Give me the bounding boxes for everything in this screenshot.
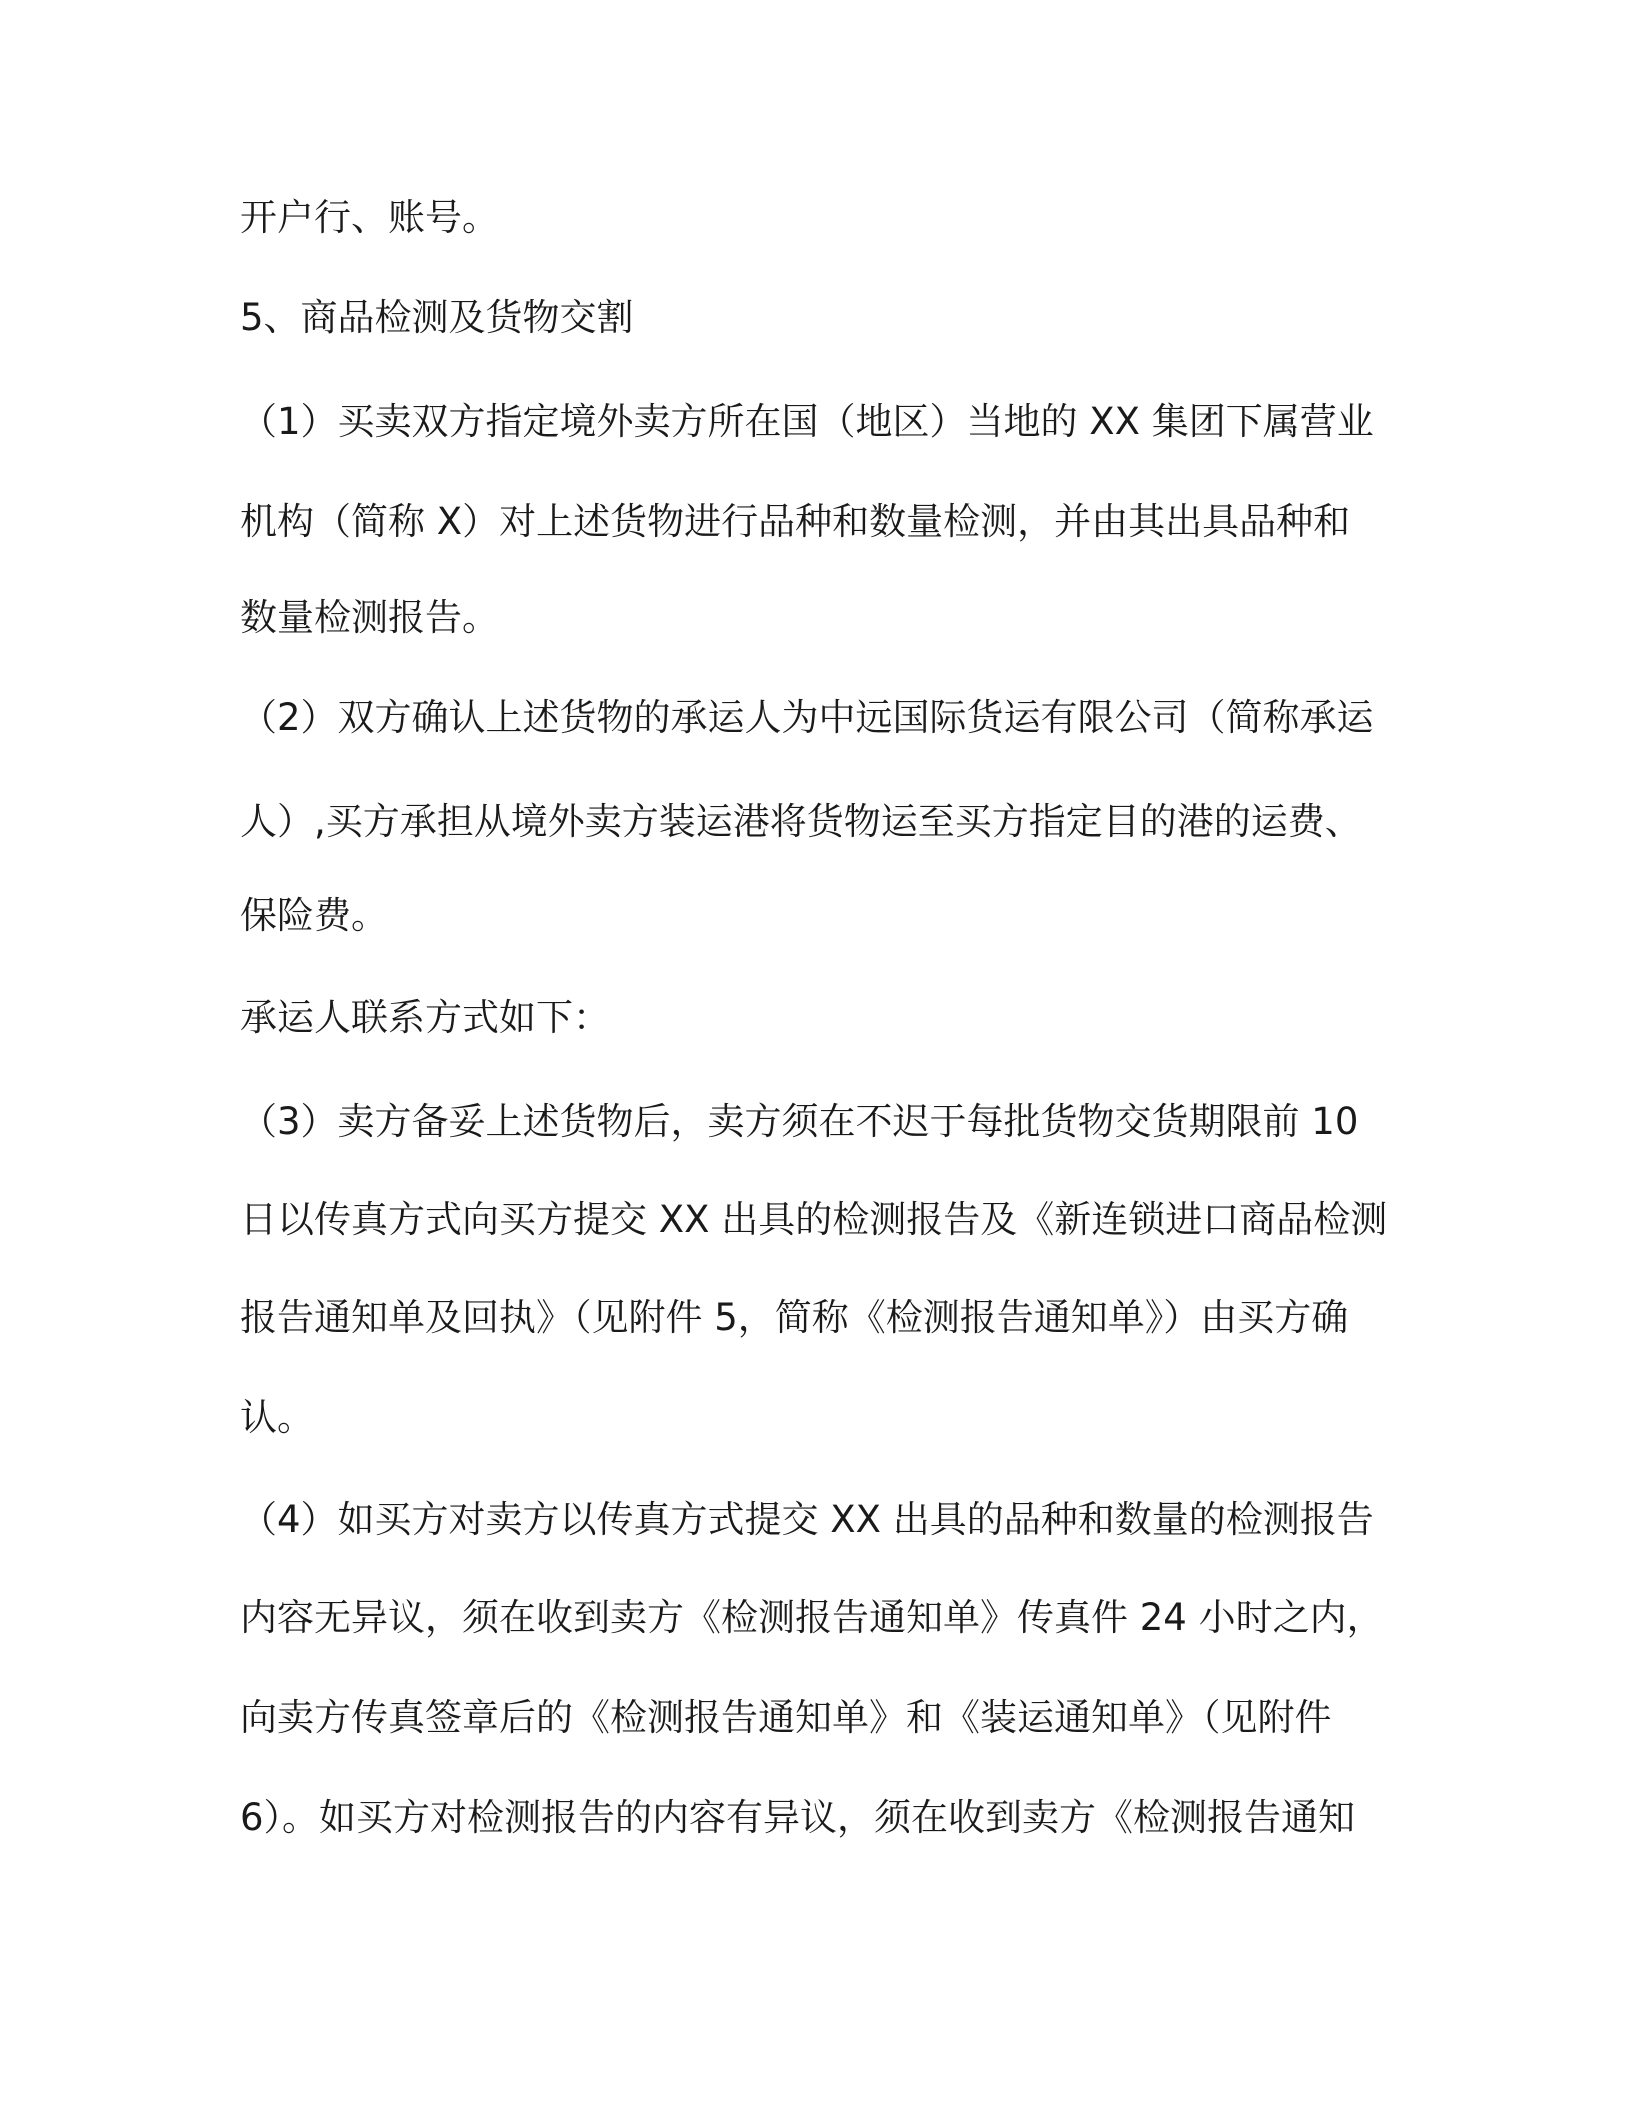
text-line: （1）买卖双方指定境外卖方所在国（地区）当地的 XX 集团下属营业 [240, 400, 1374, 443]
section-heading: 5、商品检测及货物交割 [240, 296, 634, 339]
text-line: （2）双方确认上述货物的承运人为中远国际货运有限公司（简称承运 [240, 696, 1374, 739]
text-line: 向卖方传真签章后的《检测报告通知单》和《装运通知单》（见附件 [240, 1696, 1332, 1739]
text-line: 机构（简称 X）对上述货物进行品种和数量检测，并由其出具品种和 [240, 500, 1351, 543]
text-line: 6）。如买方对检测报告的内容有异议，须在收到卖方《检测报告通知 [240, 1796, 1356, 1839]
text-line: 内容无异议，须在收到卖方《检测报告通知单》传真件 24 小时之内， [240, 1596, 1384, 1639]
text-line: 承运人联系方式如下： [240, 996, 610, 1039]
text-line: （4）如买方对卖方以传真方式提交 XX 出具的品种和数量的检测报告 [240, 1498, 1374, 1541]
text-line: 数量检测报告。 [240, 596, 499, 639]
text-line: 开户行、账号。 [240, 196, 499, 239]
text-line: 保险费。 [240, 894, 388, 937]
text-line: 认。 [240, 1396, 314, 1439]
text-line: 报告通知单及回执》（见附件 5，简称《检测报告通知单》）由买方确 [240, 1296, 1349, 1339]
text-line: 日以传真方式向买方提交 XX 出具的检测报告及《新连锁进口商品检测 [240, 1198, 1388, 1241]
text-line: 人）,买方承担从境外卖方装运港将货物运至买方指定目的港的运费、 [240, 800, 1362, 843]
text-line: （3）卖方备妥上述货物后，卖方须在不迟于每批货物交货期限前 10 [240, 1100, 1359, 1143]
